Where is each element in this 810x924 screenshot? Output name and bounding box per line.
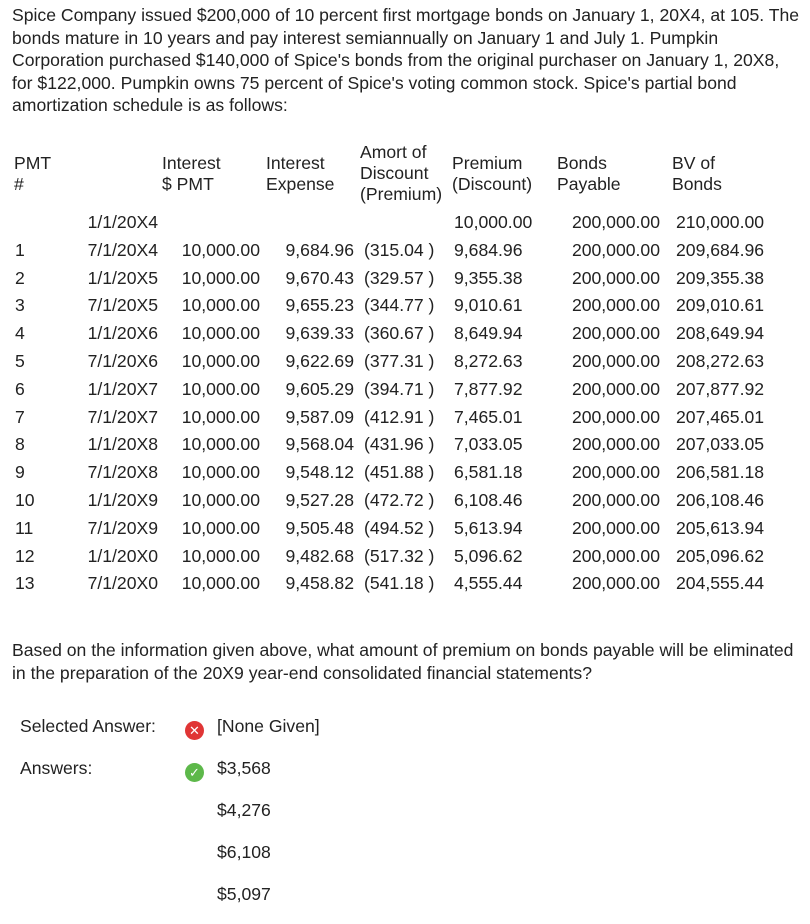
- cell-pmt: 10: [15, 489, 35, 510]
- header-bv-of-bonds: BV of Bonds: [672, 152, 722, 194]
- table-row: [8, 292, 782, 320]
- cell-pmt: 6: [15, 378, 25, 399]
- cell-amort: (412.91 ): [364, 406, 435, 427]
- cell-interest-pmt: 10,000.00: [181, 350, 260, 371]
- cell-date: 7/1/20X6: [87, 350, 158, 371]
- cell-date: 1/1/20X8: [87, 434, 158, 455]
- table-row: [8, 404, 782, 432]
- cell-pmt: 8: [15, 434, 25, 455]
- cell-interest-expense: 9,568.04: [285, 434, 354, 455]
- table-body: [8, 209, 782, 598]
- cell-pmt: 5: [15, 350, 25, 371]
- cell-interest-expense: 9,684.96: [285, 239, 354, 260]
- cell-amort: (315.04 ): [364, 239, 435, 260]
- cell-premium: 5,613.94: [454, 517, 523, 538]
- cell-amort: (431.96 ): [364, 434, 435, 455]
- cell-premium: 6,108.46: [454, 489, 523, 510]
- cell-bv-of-bonds: 210,000.00: [676, 212, 765, 232]
- cell-interest-pmt: 10,000.00: [181, 573, 260, 594]
- cell-pmt: 12: [15, 545, 35, 566]
- cell-date: 7/1/20X9: [87, 517, 158, 538]
- cell-date: 7/1/20X4: [87, 239, 158, 260]
- cell-premium: 8,272.63: [454, 350, 523, 371]
- header-interest-expense: Interest Expense: [266, 152, 335, 194]
- header-amort: Amort of Discount (Premium): [360, 142, 443, 204]
- cell-pmt: 3: [15, 295, 25, 316]
- cell-interest-pmt: 10,000.00: [181, 434, 260, 455]
- cell-bonds-payable: 200,000.00: [571, 573, 660, 594]
- answer-option: $4,276: [217, 800, 271, 820]
- table-row: [8, 459, 782, 487]
- table-header: [8, 142, 782, 209]
- cell-amort: (344.77 ): [364, 295, 435, 316]
- cell-date: 7/1/20X5: [87, 295, 158, 316]
- cell-interest-expense: 9,482.68: [285, 545, 354, 566]
- cell-premium: 9,355.38: [454, 267, 523, 288]
- header-bonds-payable: Bonds Payable: [557, 152, 621, 194]
- cell-premium: 7,877.92: [454, 378, 523, 399]
- cell-interest-pmt: 10,000.00: [181, 323, 260, 344]
- cell-bonds-payable: 200,000.00: [571, 267, 660, 288]
- cell-interest-expense: 9,655.23: [285, 295, 354, 316]
- cell-bv-of-bonds: 206,581.18: [676, 462, 765, 483]
- table-row: [8, 376, 782, 404]
- answer-option: $3,568: [217, 758, 271, 778]
- cell-premium: 7,033.05: [454, 434, 523, 455]
- cell-bonds-payable: 200,000.00: [571, 350, 660, 371]
- cell-pmt: 1: [15, 239, 25, 260]
- cell-date: 1/1/20X0: [87, 545, 158, 566]
- header-interest-pmt: Interest $ PMT: [162, 152, 221, 194]
- cell-bonds-payable: 200,000.00: [571, 462, 660, 483]
- cell-bonds-payable: 200,000.00: [571, 295, 660, 316]
- cell-bonds-payable: 200,000.00: [571, 489, 660, 510]
- cell-amort: (517.32 ): [364, 545, 435, 566]
- cell-amort: (451.88 ): [364, 462, 435, 483]
- cell-interest-expense: 9,505.48: [285, 517, 354, 538]
- table-row: [8, 348, 782, 376]
- answer-option: $5,097: [217, 884, 271, 904]
- incorrect-icon: ✕: [185, 721, 204, 740]
- cell-interest-pmt: 10,000.00: [181, 239, 260, 260]
- cell-pmt: 7: [15, 406, 25, 427]
- cell-amort: (494.52 ): [364, 517, 435, 538]
- cell-date: 7/1/20X0: [87, 573, 158, 594]
- cell-date: 7/1/20X8: [87, 462, 158, 483]
- cell-date: 1/1/20X9: [87, 489, 158, 510]
- answers-label: Answers:: [20, 758, 93, 778]
- cell-interest-pmt: 10,000.00: [181, 378, 260, 399]
- cell-interest-pmt: 10,000.00: [181, 545, 260, 566]
- table-row: [8, 320, 782, 348]
- cell-bonds-payable: 200,000.00: [571, 406, 660, 427]
- amortization-schedule-table: [8, 142, 782, 598]
- cell-amort: (541.18 ): [364, 573, 435, 594]
- cell-bonds-payable: 200,000.00: [571, 378, 660, 399]
- cell-premium: 6,581.18: [454, 462, 523, 483]
- cell-bonds-payable: 200,000.00: [571, 323, 660, 344]
- answer-option: $6,108: [217, 842, 271, 862]
- cell-date: 1/1/20X7: [87, 378, 158, 399]
- table-row: [8, 209, 782, 237]
- followup-question: Based on the information given above, what amount of premium on bonds payable will be eliminated in the preparation of the 20X9 year-end consolidated financial statements?: [12, 640, 794, 683]
- cell-bv-of-bonds: 207,033.05: [676, 434, 765, 455]
- cell-bonds-payable: 200,000.00: [571, 434, 660, 455]
- cell-bv-of-bonds: 207,465.01: [676, 406, 765, 427]
- cell-bv-of-bonds: 209,010.61: [676, 295, 765, 316]
- cell-interest-expense: 9,458.82: [285, 573, 354, 594]
- cell-interest-expense: 9,622.69: [285, 350, 354, 371]
- cell-pmt: 13: [15, 573, 35, 594]
- header-date: [67, 142, 162, 209]
- cell-interest-pmt: [162, 209, 266, 237]
- cell-amort: [360, 209, 452, 237]
- table-row: [8, 515, 782, 543]
- cell-interest-pmt: 10,000.00: [181, 517, 260, 538]
- cell-interest-pmt: 10,000.00: [181, 406, 260, 427]
- cell-interest-expense: 9,548.12: [285, 462, 354, 483]
- cell-premium: 9,010.61: [454, 295, 523, 316]
- cell-bv-of-bonds: 205,096.62: [676, 545, 765, 566]
- cell-premium: 5,096.62: [454, 545, 523, 566]
- cell-amort: (472.72 ): [364, 489, 435, 510]
- cell-bv-of-bonds: 207,877.92: [676, 378, 765, 399]
- cell-pmt: 9: [15, 462, 25, 483]
- cell-amort: (377.31 ): [364, 350, 435, 371]
- cell-date: 1/1/20X5: [87, 267, 158, 288]
- cell-bonds-payable: 200,000.00: [571, 545, 660, 566]
- cell-premium: 10,000.00: [454, 212, 533, 232]
- cell-interest-expense: 9,605.29: [285, 378, 354, 399]
- header-premium: Premium (Discount): [452, 152, 533, 194]
- correct-icon: ✓: [185, 763, 204, 782]
- cell-premium: 8,649.94: [454, 323, 523, 344]
- cell-bonds-payable: 200,000.00: [571, 517, 660, 538]
- cell-interest-expense: 9,670.43: [285, 267, 354, 288]
- cell-interest-expense: 9,527.28: [285, 489, 354, 510]
- cell-bonds-payable: 200,000.00: [571, 212, 660, 232]
- cell-premium: 7,465.01: [454, 406, 523, 427]
- cell-bv-of-bonds: 209,355.38: [676, 267, 765, 288]
- cell-bonds-payable: 200,000.00: [571, 239, 660, 260]
- header-pmt: PMT #: [14, 152, 52, 194]
- cell-interest-pmt: 10,000.00: [181, 267, 260, 288]
- cell-bv-of-bonds: 206,108.46: [676, 489, 765, 510]
- cell-pmt: 4: [15, 323, 25, 344]
- cell-bv-of-bonds: 204,555.44: [676, 573, 765, 594]
- table-row: [8, 431, 782, 459]
- cell-pmt: 2: [15, 267, 25, 288]
- cell-bv-of-bonds: 209,684.96: [676, 239, 765, 260]
- cell-interest-pmt: 10,000.00: [181, 295, 260, 316]
- cell-interest-expense: [266, 209, 360, 237]
- cell-interest-expense: 9,639.33: [285, 323, 354, 344]
- cell-interest-pmt: 10,000.00: [181, 489, 260, 510]
- selected-answer-value: [None Given]: [217, 716, 320, 736]
- cell-interest-pmt: 10,000.00: [181, 462, 260, 483]
- cell-premium: 4,555.44: [454, 573, 523, 594]
- selected-answer-label: Selected Answer:: [20, 716, 156, 736]
- cell-bv-of-bonds: 208,649.94: [676, 323, 765, 344]
- cell-date: 1/1/20X6: [87, 323, 158, 344]
- cell-bv-of-bonds: 208,272.63: [676, 350, 765, 371]
- cell-date: 7/1/20X7: [87, 406, 158, 427]
- table-row: [8, 265, 782, 293]
- cell-amort: (329.57 ): [364, 267, 435, 288]
- cell-date: 1/1/20X4: [87, 212, 158, 232]
- cell-amort: (360.67 ): [364, 323, 435, 344]
- table-row: [8, 487, 782, 515]
- cell-interest-expense: 9,587.09: [285, 406, 354, 427]
- table-row: [8, 543, 782, 571]
- table-row: [8, 237, 782, 265]
- cell-pmt: [8, 209, 67, 237]
- cell-premium: 9,684.96: [454, 239, 523, 260]
- cell-bv-of-bonds: 205,613.94: [676, 517, 765, 538]
- question-text: Spice Company issued $200,000 of 10 percent first mortgage bonds on January 1, 20X4, at 105. The bonds mature in 10 years and pay interest semiannually on January 1 and July 1. Pumpkin Corporation purchased $140,000 of Spice's bonds from the original purchaser on January 1, 20X8, for $122,000. Pumpkin owns 75 percent of Spice's voting common stock. Spice's partial bond amortization schedule is as follows:: [12, 5, 800, 115]
- table-row: [8, 570, 782, 598]
- cell-pmt: 11: [15, 517, 34, 538]
- cell-amort: (394.71 ): [364, 378, 435, 399]
